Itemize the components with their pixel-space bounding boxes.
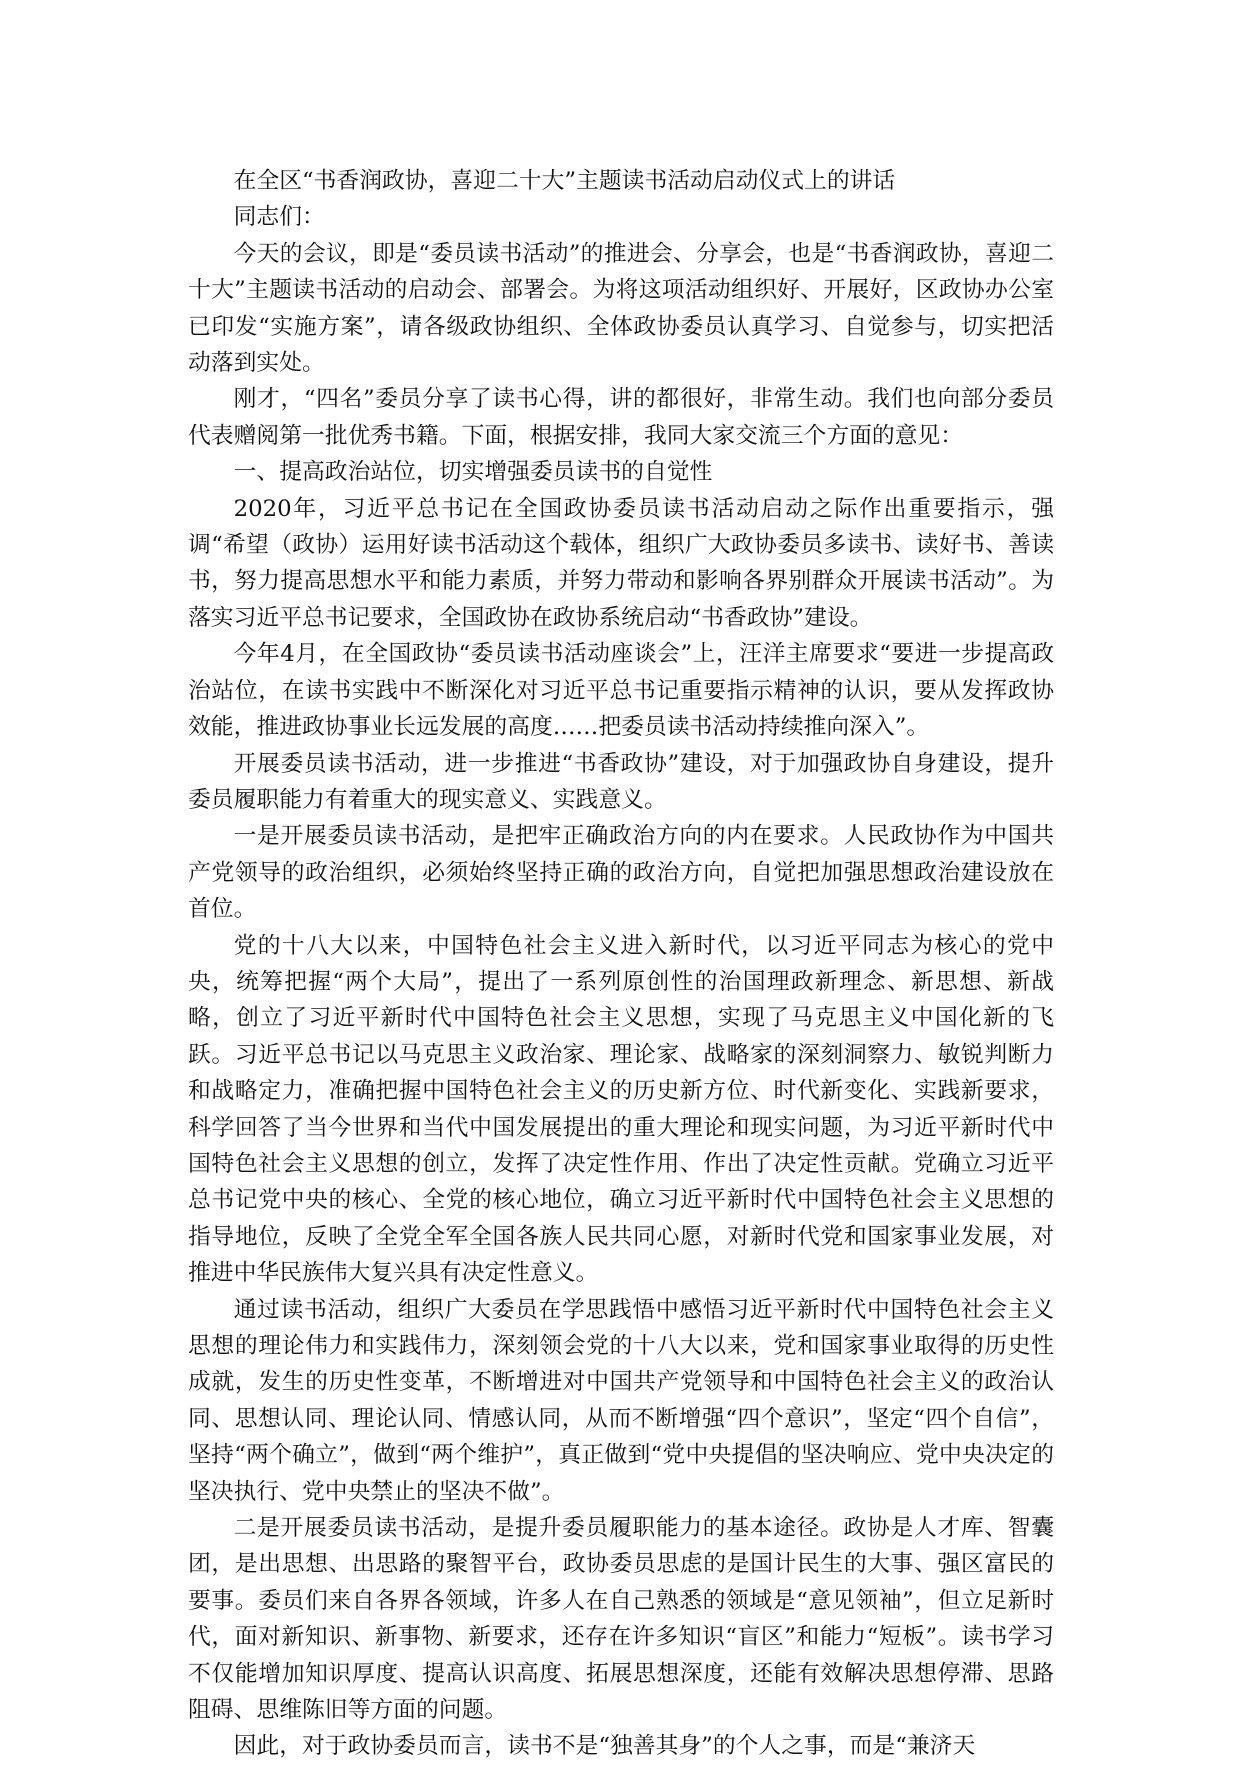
paragraph-7: 党的十八大以来，中国特色社会主义进入新时代，以习近平同志为核心的党中央，统筹把握“两个大局”，提出了一系列原创性的治国理政新理念、新思想、新战略，创立了习近平新时代中国特色社会主义思想，实现了马克思主义中国化新的飞跃。习近平总书记以马克思主义政治家、理论家、战略家的深刻洞察力、敏锐判断力和战略定力，准确把握中国特色社会主义的历史新方位、时代新变化、实践新要求，科学回答了当今世界和当代中国发展提出的重大理论和现实问题，为习近平新时代中国特色社会主义思想的创立，发挥了决定性作用、作出了决定性贡献。党确立习近平总书记党中央的核心、全党的核心地位，确立习近平新时代中国特色社会主义思想的指导地位，反映了全党全军全国各族人民共同心愿，对新时代党和国家事业发展，对推进中华民族伟大复兴具有决定性意义。 <box>188 932 1054 1287</box>
paragraph-4: 今年4月，在全国政协“委员读书活动座谈会”上，汪洋主席要求“要进一步提高政治站位，在读书实践中不断深化对习近平总书记重要指示精神的认识，要从发挥政协效能，推进政协事业长远发展的高度……把委员读书活动持续推向深入”。 <box>188 641 1054 741</box>
document-title: 在全区“书香润政协，喜迎二十大”主题读书活动启动仪式上的讲话 <box>233 168 896 194</box>
paragraph-10: 因此，对于政协委员而言，读书不是“独善其身”的个人之事，而是“兼济天 <box>233 1733 976 1760</box>
paragraph-1: 今天的会议，即是“委员读书活动”的推进会、分享会，也是“书香润政协，喜迎二十大”主题读书活动的启动会、部署会。为将这项活动组织好、开展好，区政协办公室已印发“实施方案”，请各级政协组织、全体政协委员认真学习、自觉参与，切实把活动落到实处。 <box>188 240 1054 377</box>
salutation: 同志们： <box>233 204 325 231</box>
paragraph-6: 一是开展委员读书活动，是把牢正确政治方向的内在要求。人民政协作为中国共产党领导的政治组织，必须始终坚持正确的政治方向，自觉把加强思想政治建设放在首位。 <box>188 823 1054 923</box>
paragraph-5: 开展委员读书活动，进一步推进“书香政协”建设，对于加强政协自身建设，提升委员履职能力有着重大的现实意义、实践意义。 <box>188 750 1054 813</box>
section-heading-1: 一、提高政治站位，切实增强委员读书的自觉性 <box>233 459 713 486</box>
paragraph-3: 2020年，习近平总书记在全国政协委员读书活动启动之际作出重要指示，强调“希望（政协）运用好读书活动这个载体，组织广大政协委员多读书、读好书、善读书，努力提高思想水平和能力素质，并努力带动和影响各界别群众开展读书活动”。为落实习近平总书记要求，全国政协在政协系统启动“书香政协”建设。 <box>188 495 1054 631</box>
document-body <box>188 163 1054 1765</box>
paragraph-9: 二是开展委员读书活动，是提升委员履职能力的基本途径。政协是人才库、智囊团，是出思想、出思路的聚智平台，政协委员思虑的是国计民生的大事、强区富民的要事。委员们来自各界各领域，许多人在自己熟悉的领域是“意见领袖”，但立足新时代，面对新知识、新事物、新要求，还存在许多知识“盲区”和能力“短板”。读书学习不仅能增加知识厚度、提高认识高度、拓展思想深度，还能有效解决思想停滞、思路阻碍、思维陈旧等方面的问题。 <box>188 1515 1054 1724</box>
paragraph-2: 刚才，“四名”委员分享了读书心得，讲的都很好，非常生动。我们也向部分委员代表赠阅第一批优秀书籍。下面，根据安排，我同大家交流三个方面的意见： <box>188 386 1054 449</box>
paragraph-8: 通过读书活动，组织广大委员在学思践悟中感悟习近平新时代中国特色社会主义思想的理论伟力和实践伟力，深刻领会党的十八大以来，党和国家事业取得的历史性成就，发生的历史性变革，不断增进对中国共产党领导和中国特色社会主义的政治认同、思想认同、理论认同、情感认同，从而不断增强“四个意识”，坚定“四个自信”，坚持“两个确立”，做到“两个维护”，真正做到“党中央提倡的坚决响应、党中央决定的坚决执行、党中央禁止的坚决不做”。 <box>188 1296 1054 1505</box>
